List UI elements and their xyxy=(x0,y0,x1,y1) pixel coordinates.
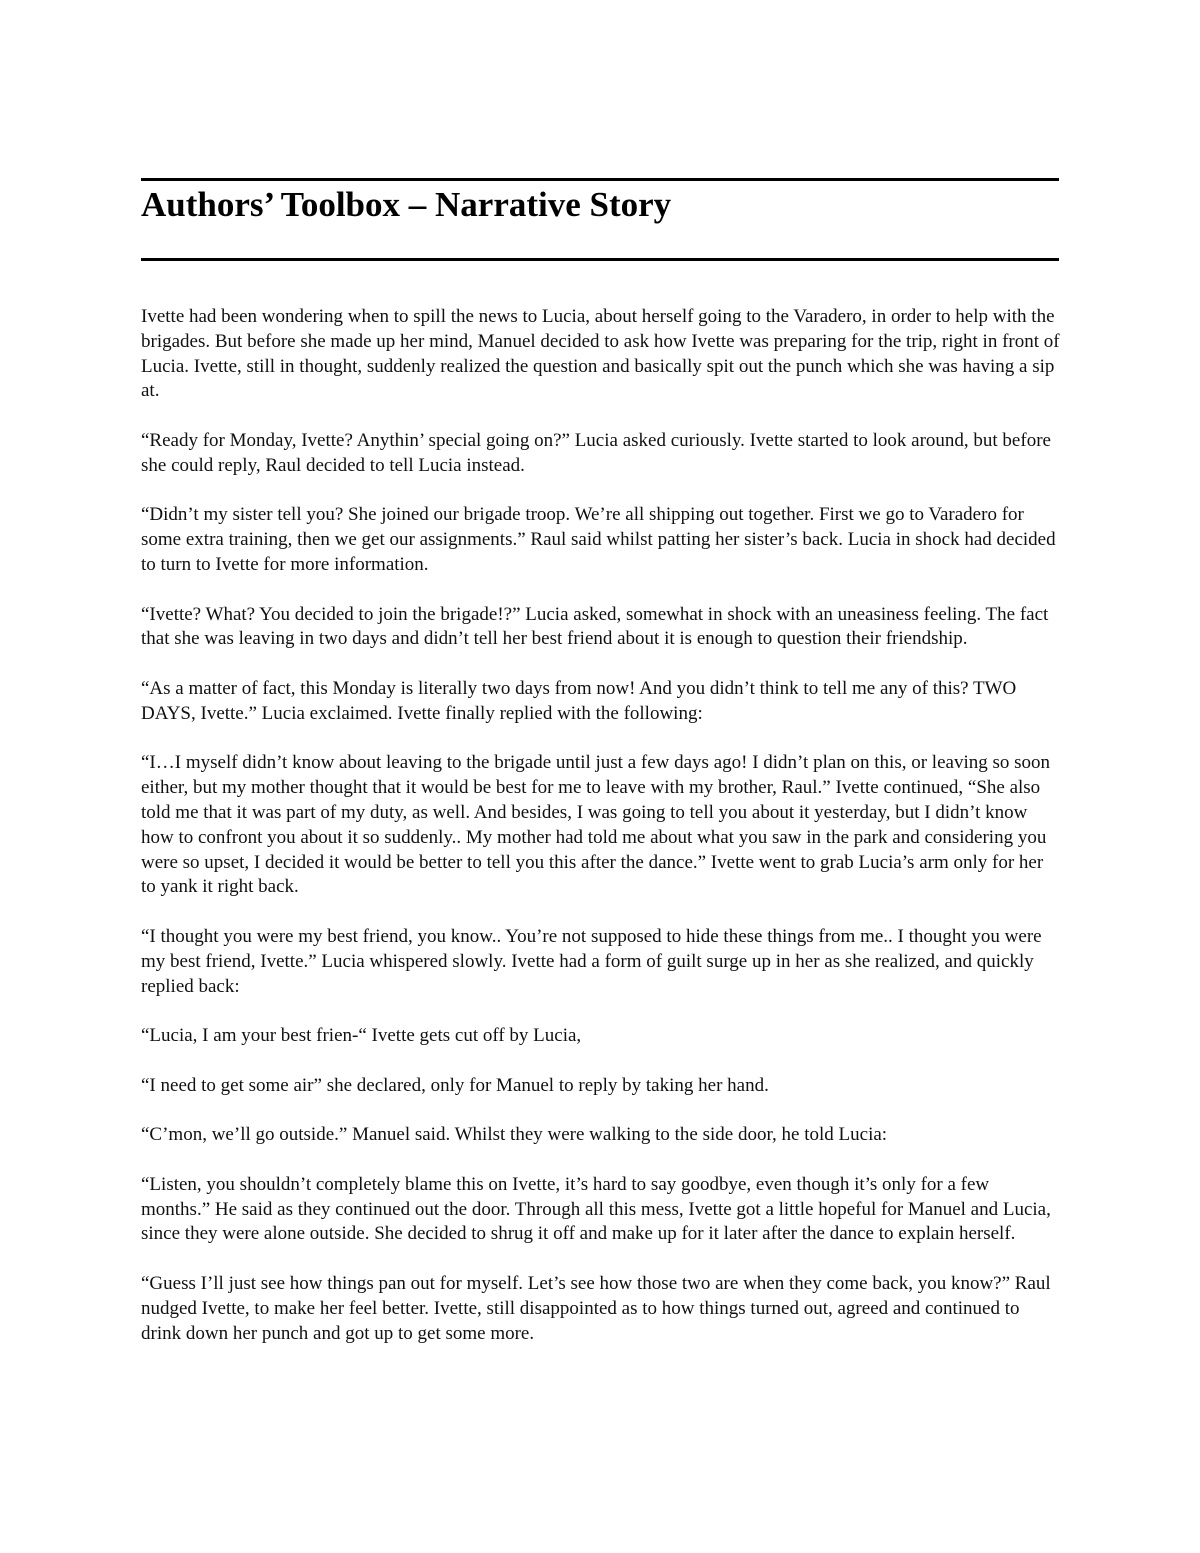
paragraph: “Ivette? What? You decided to join the brigade!?” Lucia asked, somewhat in shock with an uneasiness feeling. The fact that she was leaving in two days and didn’t tell her best friend about it is enough to question their friendship. xyxy=(141,603,1049,650)
paragraph: “Guess I’ll just see how things pan out for myself. Let’s see how those two are when they come back, you know?” Raul nudged Ivette, to make her feel better. Ivette, still disappointed as to how things turned out, agreed and continued to drink down her punch and got up to get some more. xyxy=(141,1273,1051,1344)
paragraph: “I thought you were my best friend, you know.. You’re not supposed to hide these things from me.. I thought you were my best friend, Ivette.” Lucia whispered slowly. Ivette had a form of guilt surge up in her as she realized, and quickly replied back: xyxy=(141,925,1042,997)
paragraph: “Listen, you shouldn’t completely blame this on Ivette, it’s hard to say goodbye, even though it’s only for a few months.” He said as they continued out the door. Through all this mess, Ivette got a little hopeful for Manuel and Lucia, since they were alone outside. She decided to shrug it off and make up for it later after the dance to explain herself. xyxy=(141,1173,1051,1245)
paragraph: “I need to get some air” she declared, only for Manuel to reply by taking her hand. xyxy=(141,1074,769,1096)
paragraph: “I…I myself didn’t know about leaving to the brigade until just a few days ago! I didn’t plan on this, or leaving so soon either, but my mother thought that it would be best for me to leave with my brother, Raul.” Ivette continued, “She also told me that it was part of my duty, as well. And besides, I was going to tell you about it yesterday, but I didn’t know how to confront you about it so suddenly.. My mother had told me about what you saw in the park and considering you were so upset, I decided it would be better to tell you this after the dance.” Ivette went to grab Lucia’s arm only for her to yank it right back. xyxy=(141,752,1051,898)
story-body xyxy=(141,305,1061,1371)
document-title: Authors’ Toolbox – Narrative Story xyxy=(141,185,672,224)
paragraph: Ivette had been wondering when to spill the news to Lucia, about herself going to the Varadero, in order to help with the brigades. But before she made up her mind, Manuel decided to ask how Ivette was preparing for the trip, right in front of Lucia. Ivette, still in thought, suddenly realized the question and basically spit out the punch which she was having a sip at. xyxy=(141,306,1060,402)
paragraph: “C’mon, we’ll go outside.” Manuel said. Whilst they were walking to the side door, he told Lucia: xyxy=(141,1124,888,1146)
paragraph: “Lucia, I am your best frien-“ Ivette gets cut off by Lucia, xyxy=(141,1025,582,1047)
bottom-rule xyxy=(141,258,1059,261)
top-rule xyxy=(141,178,1059,181)
paragraph: “Didn’t my sister tell you? She joined our brigade troop. We’re all shipping out together. First we go to Varadero for some extra training, then we get our assignments.” Raul said whilst patting her sister’s back. Lucia in shock had decided to turn to Ivette for more information. xyxy=(141,504,1056,575)
paragraph: “Ready for Monday, Ivette? Anythin’ special going on?” Lucia asked curiously. Ivette started to look around, but before she could reply, Raul decided to tell Lucia instead. xyxy=(141,429,1051,476)
paragraph: “As a matter of fact, this Monday is literally two days from now! And you didn’t think to tell me any of this? TWO DAYS, Ivette.” Lucia exclaimed. Ivette finally replied with the following: xyxy=(141,677,1017,724)
